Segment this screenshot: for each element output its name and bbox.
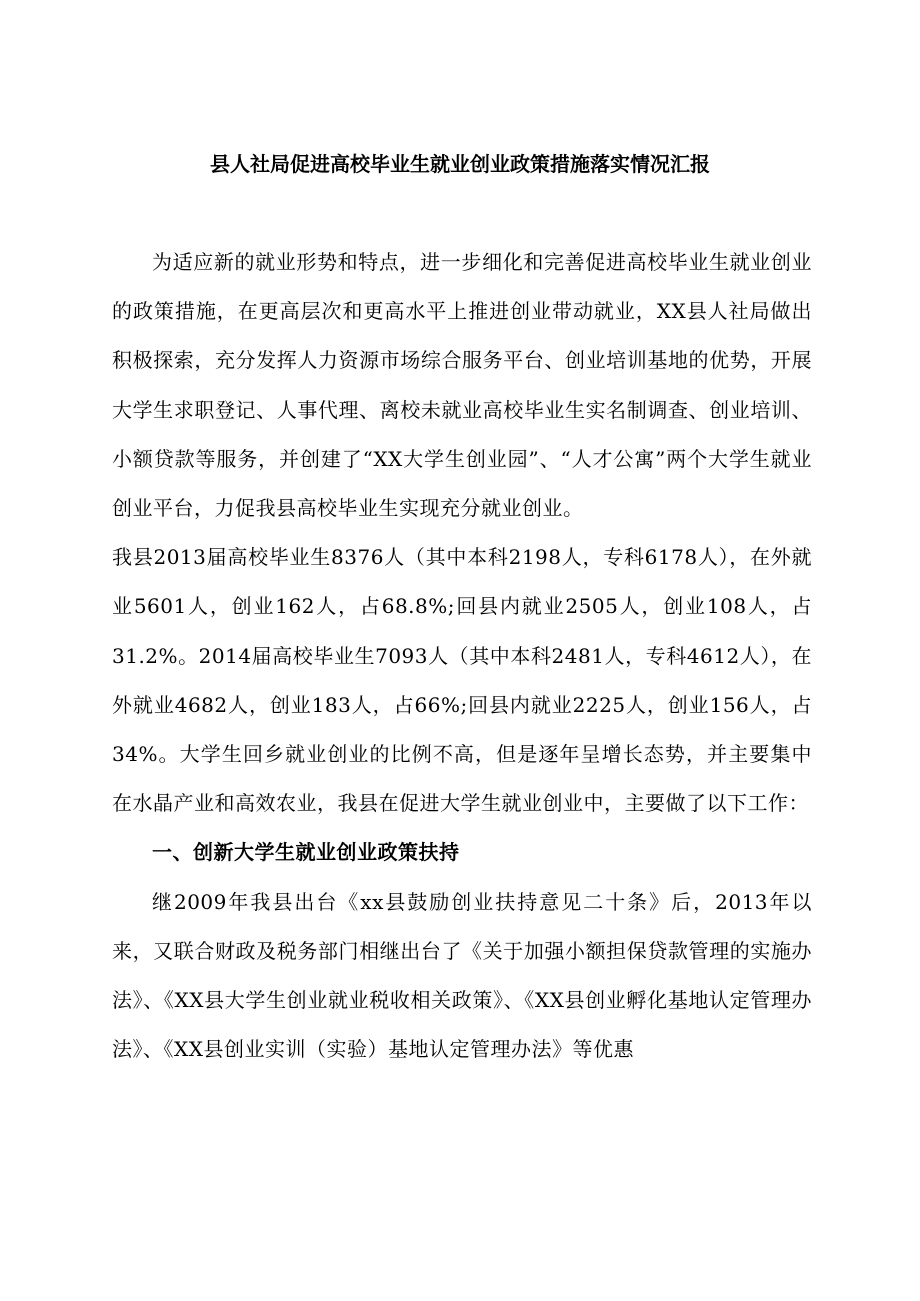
intro-paragraph: 为适应新的就业形势和特点，进一步细化和完善促进高校毕业生就业创业的政策措施，在更高层次和更高水平上推进创业带动就业，XX县人社局做出积极探索，充分发挥人力资源市场综合服务平台、创业培训基地的优势，开展大学生求职登记、人事代理、离校未就业高校毕业生实名制调查、创业培训、小额贷款等服务，并创建了“XX大学生创业园”、“人才公寓”两个大学生就业创业平台，力促我县高校毕业生实现充分就业创业。: [112, 250, 812, 521]
section-paragraph: 继2009年我县出台《xx县鼓励创业扶持意见二十条》后，2013年以来，又联合财政及税务部门相继出台了《关于加强小额担保贷款管理的实施办法》、《XX县大学生创业就业税收相关政策》、《XX县创业孵化基地认定管理办法》、《XX县创业实训（实验）基地认定管理办法》等优惠: [112, 889, 812, 1062]
document-title: 县人社局促进高校毕业生就业创业政策措施落实情况汇报: [210, 152, 710, 176]
section-heading: 一、创新大学生就业创业政策扶持: [152, 840, 460, 865]
document-body: [112, 238, 812, 1074]
statistics-paragraph: 我县2013届高校毕业生8376人（其中本科2198人，专科6178人），在外就业5601人，创业162人，占68.8%;回县内就业2505人，创业108人，占31.2%。2014届高校毕业生7093人（其中本科2481人，专科4612人），在外就业4682人，创业183人，占66%;回县内就业2225人，创业156人，占34%。大学生回乡就业创业的比例不高，但是逐年呈增长态势，并主要集中在水晶产业和高效农业，我县在促进大学生就业创业中，主要做了以下工作：: [112, 545, 812, 816]
